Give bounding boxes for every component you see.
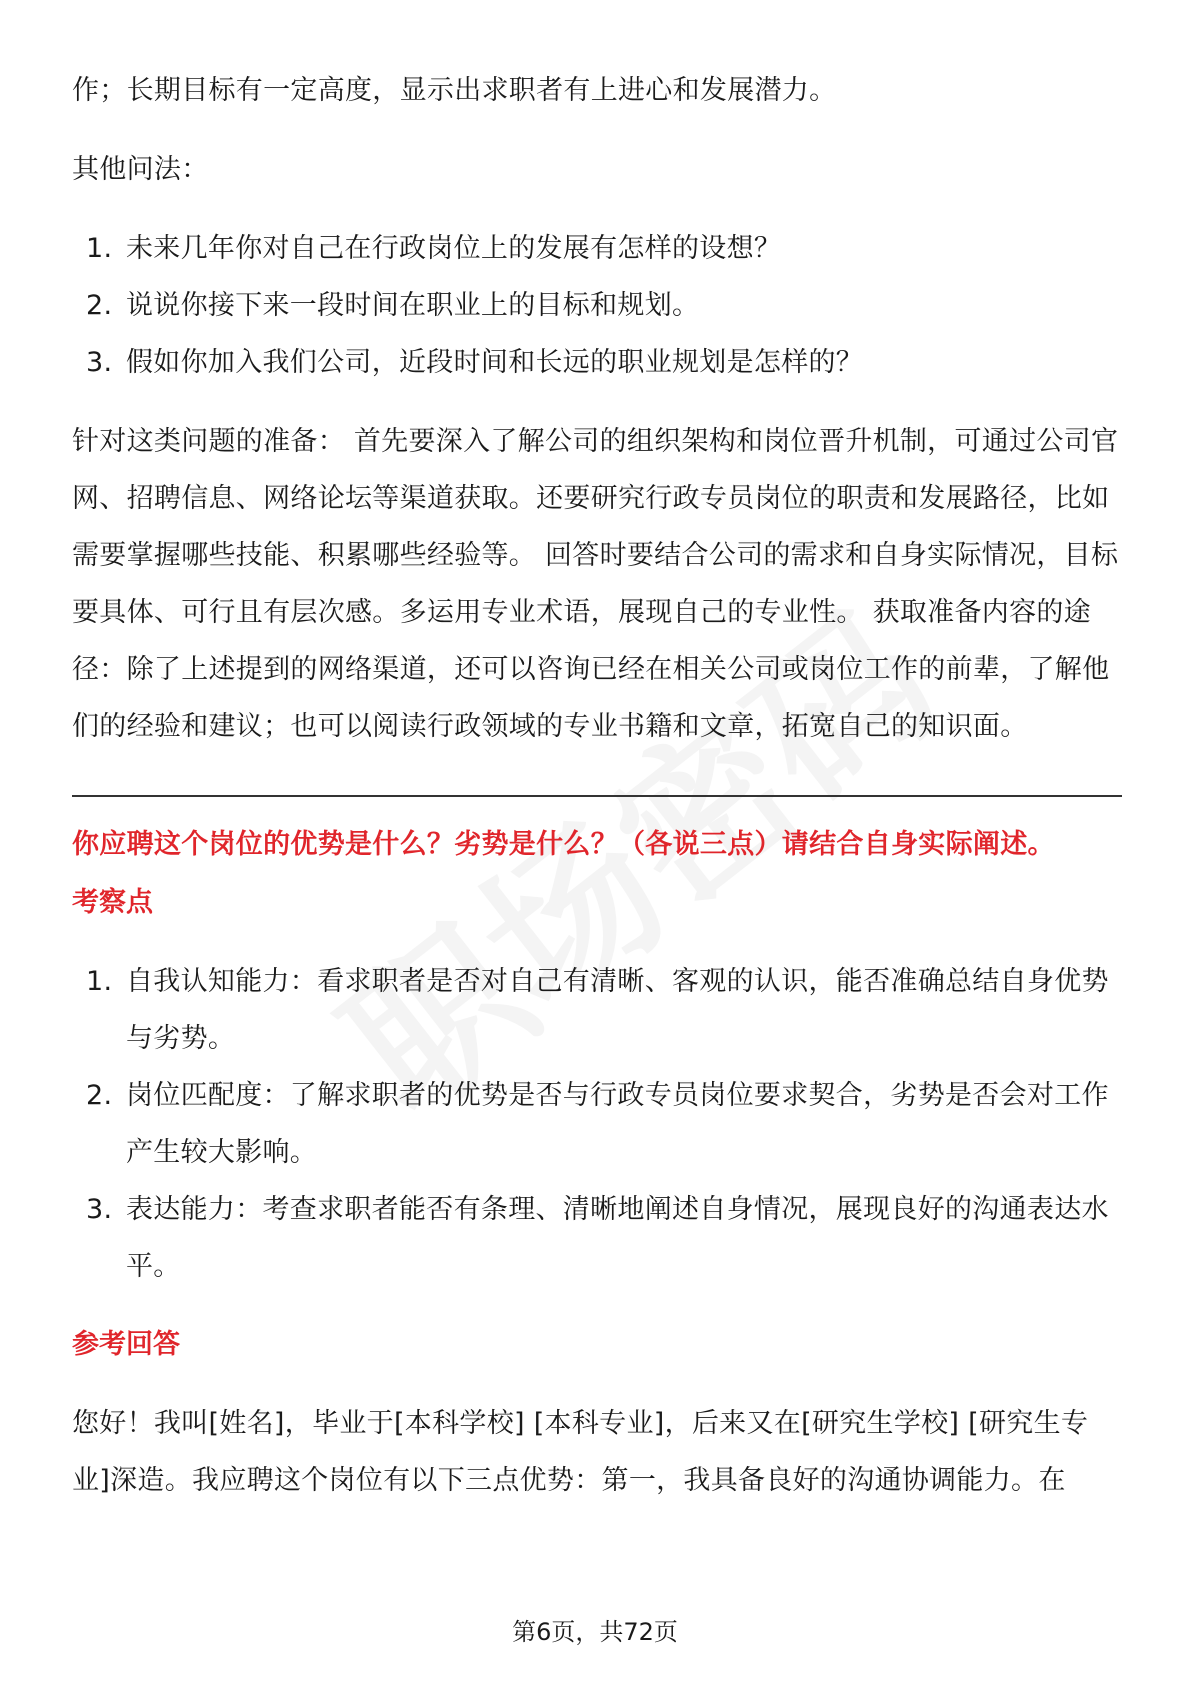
list-item: [72, 953, 1122, 1067]
list-number: 2.: [86, 290, 113, 321]
list-item-text: 未来几年你对自己在行政岗位上的发展有怎样的设想？: [126, 233, 782, 264]
list-item: [72, 1067, 1122, 1181]
list-number: 3.: [86, 1194, 113, 1225]
list-item: [72, 277, 1122, 334]
intro-continuation: 作；长期目标有一定高度，显示出求职者有上进心和发展潜力。: [72, 75, 837, 106]
list-number: 2.: [86, 1080, 113, 1111]
list-item-text: 岗位匹配度：了解求职者的优势是否与行政专员岗位要求契合，劣势是否会对工作产生较大影响。: [126, 1080, 1109, 1168]
section-divider: [72, 795, 1122, 797]
list-item-text: 说说你接下来一段时间在职业上的目标和规划。: [126, 290, 700, 321]
list-item-text: 假如你加入我们公司，近段时间和长远的职业规划是怎样的？: [126, 347, 864, 378]
list-item-text: 表达能力：考查求职者能否有条理、清晰地阐述自身情况，展现良好的沟通表达水平。: [126, 1194, 1109, 1282]
reference-answer-text: 您好！我叫[姓名]，毕业于[本科学校] [本科专业]，后来又在[研究生学校] [研究生专业]深造。我应聘这个岗位有以下三点优势：第一，我具备良好的沟通协调能力。在: [72, 1408, 1089, 1496]
list-number: 3.: [86, 347, 113, 378]
assessment-label: 考察点: [72, 887, 153, 918]
other-questions-list: [72, 220, 1122, 391]
page-footer: 第6页，共72页: [512, 1618, 678, 1646]
list-item-text: 自我认知能力：看求职者是否对自己有清晰、客观的认识，能否准确总结自身优势与劣势。: [126, 966, 1109, 1054]
list-number: 1.: [86, 233, 113, 264]
list-item: [72, 220, 1122, 277]
page-content: [72, 62, 1122, 1509]
preparation-paragraph: 针对这类问题的准备： 首先要深入了解公司的组织架构和岗位晋升机制，可通过公司官网、招聘信息、网络论坛等渠道获取。还要研究行政专员岗位的职责和发展路径，比如需要掌握哪些技能、积累哪些经验等。 回答时要结合公司的需求和自身实际情况，目标要具体、可行且有层次感。多运用专业术语，展现自己的专业性。 获取准备内容的途径：除了上述提到的网络渠道，还可以咨询已经在相关公司或岗位工作的前辈，了解他们的经验和建议；也可以阅读行政领域的专业书籍和文章，拓宽自己的知识面。: [72, 426, 1119, 742]
question-heading: 你应聘这个岗位的优势是什么？劣势是什么？（各说三点）请结合自身实际阐述。: [72, 829, 1055, 860]
list-number: 1.: [86, 966, 113, 997]
other-questions-label: 其他问法：: [72, 154, 209, 185]
assessment-list: [72, 953, 1122, 1295]
list-item: [72, 334, 1122, 391]
reference-answer-label: 参考回答: [72, 1329, 180, 1360]
list-item: [72, 1181, 1122, 1295]
